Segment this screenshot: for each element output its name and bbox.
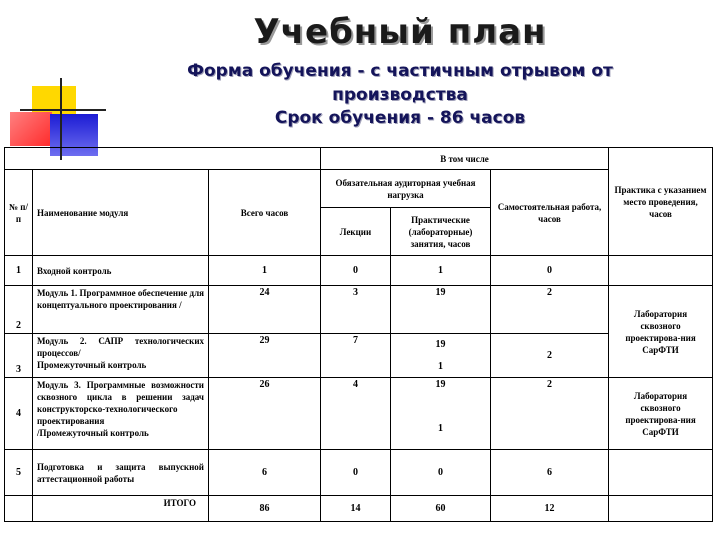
row-name-cell	[33, 378, 209, 450]
row-name-control: /Промежуточный контроль	[37, 428, 149, 438]
row-name: Модуль 1. Программное обеспечение для концептуального проектирования /	[33, 286, 209, 334]
subtitle-line-1: Форма обучения - с частичным отрывом от	[187, 61, 613, 81]
table-row	[5, 256, 713, 286]
totals-practical: 60	[391, 496, 491, 522]
row-lectures: 0	[321, 256, 391, 286]
row-num: 4	[5, 378, 33, 450]
row-self: 6	[491, 450, 609, 496]
row-practical: 19	[435, 338, 446, 350]
row-self: 2	[491, 378, 609, 450]
row-num: 1	[5, 256, 33, 286]
table-row	[5, 286, 713, 334]
practice-note-1: Лаборатория сквозного проектирова-ния СарФТИ	[609, 286, 713, 378]
totals-self: 12	[491, 496, 609, 522]
row-name: Модуль 3. Программные возможности сквозного цикла в решении задач конструкторско-технологического проектирования	[37, 380, 204, 426]
row-self: 2	[491, 334, 609, 378]
row-practice-blank	[609, 450, 713, 496]
header-blank	[5, 148, 321, 170]
practice-note-2: Лаборатория сквозного проектирова-ния СарФТИ	[609, 378, 713, 450]
header-total-hours: Всего часов	[209, 170, 321, 256]
totals-total: 86	[209, 496, 321, 522]
row-self: 0	[491, 256, 609, 286]
row-self: 2	[491, 286, 609, 334]
row-practical-cell	[391, 378, 491, 450]
row-practical-control: 1	[438, 360, 443, 372]
row-name: Модуль 2. САПР технологических процессов/	[37, 336, 204, 358]
row-num: 5	[5, 450, 33, 496]
row-name-control: Промежуточный контроль	[37, 360, 147, 370]
deco-red-square	[10, 112, 52, 146]
header-practice: Практика с указанием место проведения, часов	[609, 148, 713, 256]
row-practical: 19	[391, 286, 491, 334]
row-practice-blank	[609, 256, 713, 286]
row-lectures: 3	[321, 286, 391, 334]
row-lectures: 4	[321, 378, 391, 450]
row-lectures: 7	[321, 334, 391, 378]
row-total: 29	[209, 334, 321, 378]
header-practical: Практические (лабораторные) занятия, часов	[391, 208, 491, 256]
table-row	[5, 378, 713, 450]
row-total: 24	[209, 286, 321, 334]
table-row	[5, 334, 713, 378]
totals-label: ИТОГО	[33, 496, 209, 522]
row-total: 1	[209, 256, 321, 286]
row-num: 3	[5, 334, 33, 378]
row-total: 26	[209, 378, 321, 450]
subtitle-line-2: производства	[332, 85, 468, 105]
row-practical: 0	[391, 450, 491, 496]
row-name-cell	[33, 334, 209, 378]
header-mandatory: Обязательная аудиторная учебная нагрузка	[321, 170, 491, 208]
row-name: Подготовка и защита выпускной аттестационной работы	[33, 450, 209, 496]
header-num: № п/п	[5, 170, 33, 256]
page-title: Учебный план	[253, 12, 547, 52]
deco-horizontal-line	[20, 109, 106, 111]
row-practical-cell	[391, 334, 491, 378]
row-name: Входной контроль	[33, 256, 209, 286]
totals-num-blank	[5, 496, 33, 522]
row-practical: 19	[435, 379, 446, 390]
subtitle-line-3: Срок обучения - 86 часов	[274, 108, 526, 128]
header-module-name: Наименование модуля	[33, 170, 209, 256]
header-lectures: Лекции	[321, 208, 391, 256]
row-lectures: 0	[321, 450, 391, 496]
row-practical-control: 1	[438, 423, 443, 434]
header-self-work: Самостоятельная работа, часов	[491, 170, 609, 256]
row-total: 6	[209, 450, 321, 496]
totals-row	[5, 496, 713, 522]
table-row	[5, 450, 713, 496]
curriculum-table	[4, 147, 713, 522]
totals-practice-blank	[609, 496, 713, 522]
row-num: 2	[5, 286, 33, 334]
totals-lectures: 14	[321, 496, 391, 522]
row-practical: 1	[391, 256, 491, 286]
header-in-that-number: В том числе	[321, 148, 609, 170]
